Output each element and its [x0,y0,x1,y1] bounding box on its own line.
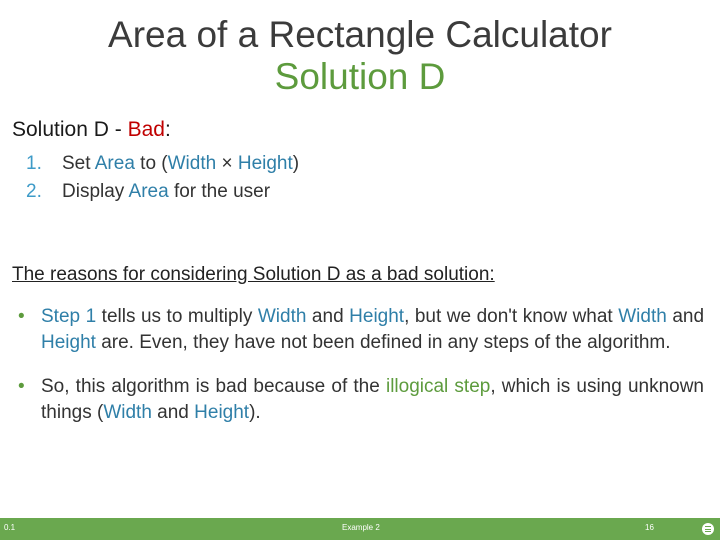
bullet-text: are. Even, they have not been defined in any steps of the algorithm. [95,332,671,353]
step-keyword: Height [237,153,293,174]
solution-heading [12,118,171,142]
bullet-keyword: Width [257,306,307,327]
footer-section-number: 0.1 [4,523,16,532]
bullet-text: and [666,306,705,327]
step-keyword: Width [167,153,217,174]
step-text: Set [62,153,95,174]
bullet-text: tells us to multiply [96,306,258,327]
step-text: to ( [134,153,168,174]
bullet-text: ). [249,402,261,423]
step-keyword: Area [128,181,169,202]
reason-bullet [18,374,704,426]
step-item [26,150,299,178]
bullet-keyword: Width [103,402,152,423]
reasons-list [18,304,704,444]
slide-title [0,14,720,98]
step-keyword: Area [94,153,135,174]
menu-icon[interactable] [702,523,714,535]
bullet-keyword: Height [194,402,250,423]
bullet-keyword: Height [41,332,96,353]
bullet-keyword: Width [618,306,667,327]
footer-page-number: 16 [645,523,654,532]
bullet-keyword: Height [349,306,405,327]
step-item [26,178,299,206]
bullet-text: So, this algorithm is bad because of the [41,376,386,397]
step-number: 1. [26,153,42,174]
step-text: for the user [168,181,271,202]
bullet-dot: • [18,376,25,397]
bullet-dot: • [18,306,25,327]
bullet-highlight: illogical step [385,376,491,397]
step-text: × [216,153,238,174]
bullet-text: and [151,402,195,423]
step-text: Display [62,181,129,202]
bullet-text: and [306,306,350,327]
heading-bad-label: Bad [127,118,165,141]
step-number: 2. [26,181,42,202]
reason-bullet [18,304,704,356]
heading-prefix: Solution D - [12,118,128,141]
title-line-1: Area of a Rectangle Calculator [108,14,612,55]
reasons-title: The reasons for considering Solution D as a bad solution: [12,264,495,285]
bullet-keyword: Step 1 [41,306,97,327]
footer-bar [0,518,720,540]
bullet-text: , which is using unknown things ( [41,376,705,423]
title-line-2: Solution D [274,56,446,97]
algorithm-steps [26,150,299,206]
bullet-text: , but we don't know what [404,306,619,327]
heading-suffix: : [164,118,171,141]
footer-example-label: Example 2 [342,523,380,532]
step-text: ) [292,153,300,174]
